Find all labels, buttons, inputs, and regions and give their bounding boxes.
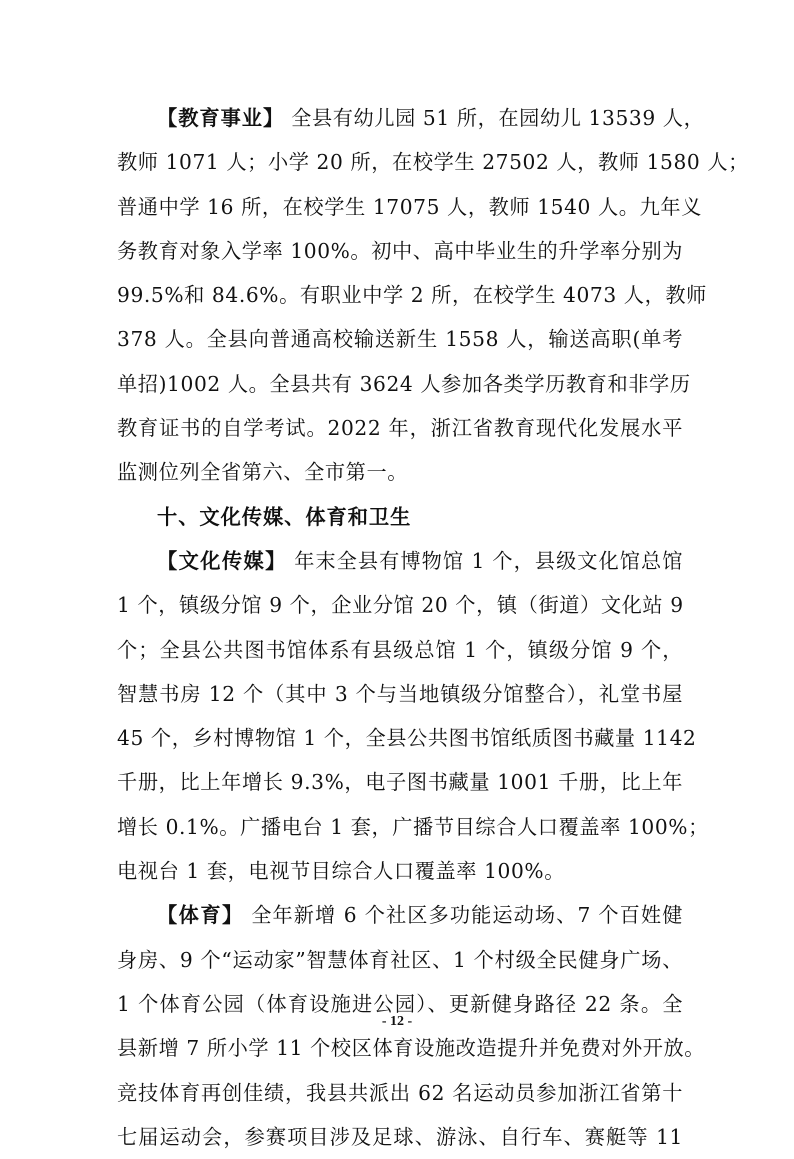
paragraph-line: 378 人。全县向普通高校输送新生 1558 人，输送高职(单考	[117, 327, 683, 352]
paragraph-line: 县新增 7 所小学 11 个校区体育设施改造提升并免费对外开放。	[117, 1036, 706, 1061]
section-heading: 十、文化传媒、体育和卫生	[157, 504, 412, 529]
paragraph-line: 增长 0.1%。广播电台 1 套，广播节目综合人口覆盖率 100%；	[117, 814, 709, 839]
page-number: - 12 -	[381, 1014, 413, 1029]
paragraph-line: 99.5%和 84.6%。有职业中学 2 所，在校学生 4073 人，教师	[117, 283, 707, 308]
paragraph-line	[117, 96, 705, 140]
paragraph-line	[117, 893, 683, 937]
paragraph-line	[117, 539, 683, 583]
paragraph-line: 教育证书的自学考试。2022 年，浙江省教育现代化发展水平	[117, 416, 683, 441]
paragraph-text: 年末全县有博物馆 1 个，县级文化馆总馆	[294, 548, 683, 573]
paragraph-culture	[117, 539, 709, 893]
paragraph-heading-education: 【教育事业】	[157, 106, 285, 130]
paragraph-line: 监测位列全省第六、全市第一。	[117, 460, 409, 485]
paragraph-heading-culture: 【文化传媒】	[157, 548, 287, 573]
paragraph-education	[117, 96, 749, 495]
paragraph-line: 七届运动会，参赛项目涉及足球、游泳、自行车、赛艇等 11	[117, 1124, 683, 1149]
paragraph-line: 智慧书房 12 个（其中 3 个与当地镇级分馆整合），礼堂书屋	[117, 681, 683, 706]
paragraph-line: 务教育对象入学率 100%。初中、高中毕业生的升学率分别为	[117, 238, 684, 263]
paragraph-line: 身房、9 个“运动家”智慧体育社区、1 个村级全民健身广场、	[117, 947, 683, 972]
paragraph-text: 全县有幼儿园 51 所，在园幼儿 13539 人，	[291, 106, 705, 130]
paragraph-line: 电视台 1 套，电视节目综合人口覆盖率 100%。	[117, 859, 565, 884]
document-page	[117, 96, 749, 1159]
paragraph-line: 1 个体育公园（体育设施进公园）、更新健身路径 22 条。全	[117, 991, 683, 1016]
paragraph-line: 竞技体育再创佳绩，我县共派出 62 名运动员参加浙江省第十	[117, 1080, 683, 1105]
paragraph-line: 普通中学 16 所，在校学生 17075 人，教师 1540 人。九年义	[117, 194, 702, 219]
paragraph-line: 1 个，镇级分馆 9 个，企业分馆 20 个，镇（街道）文化站 9	[117, 593, 684, 618]
paragraph-line: 单招)1002 人。全县共有 3624 人参加各类学历教育和非学历	[117, 371, 691, 396]
paragraph-text: 全年新增 6 个社区多功能运动场、7 个百姓健	[251, 903, 683, 928]
paragraph-line: 教师 1071 人；小学 20 所，在校学生 27502 人，教师 1580 人；	[117, 150, 749, 175]
paragraph-line: 千册，比上年增长 9.3%，电子图书藏量 1001 千册，比上年	[117, 770, 683, 795]
paragraph-heading-sports: 【体育】	[157, 903, 244, 928]
paragraph-line: 45 个，乡村博物馆 1 个，全县公共图书馆纸质图书藏量 1142	[117, 726, 697, 751]
paragraph-line: 个；全县公共图书馆体系有县级总馆 1 个，镇级分馆 9 个，	[117, 637, 683, 662]
